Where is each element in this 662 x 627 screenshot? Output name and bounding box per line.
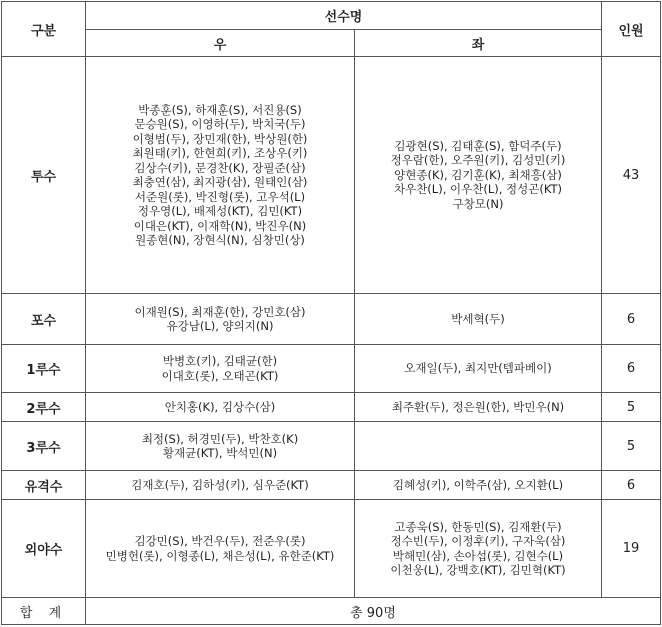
left-handed-players: 김혜성(키), 이학주(삼), 오지환(L) [355, 471, 602, 500]
total-row [2, 598, 661, 625]
table-row [2, 422, 661, 471]
roster-table [1, 1, 661, 625]
right-handed-players: 김재호(두), 김하성(키), 심우준(KT) [86, 471, 355, 500]
table-row [2, 500, 661, 598]
position-label: 유격수 [2, 471, 86, 500]
header-count: 인원 [602, 2, 661, 57]
header-category: 구분 [2, 2, 86, 57]
total-label: 합 계 [2, 598, 86, 625]
left-handed-players: 오재일(두), 최지만(템파베이) [355, 345, 602, 393]
player-count: 5 [602, 393, 661, 422]
left-handed-players [355, 422, 602, 471]
right-handed-players: 박종훈(S), 하재훈(S), 서진용(S) 문승원(S), 이영하(두), 박치국(두) 이형범(두), 장민재(한), 박상원(한) 최원태(키), 한현희(키), 조상우(키) 김상수(키), 문경찬(K), 장필준(삼) 최충연(삼), 최지광(삼), 원태인(삼) 서준원(롯), 박진형(롯), 고우석(L) 정우영(L), 배제성(KT), 김민(KT) 이대은(KT), 이재학(N), 박진우(N) 원종현(N), 장현식(N), 심창민(상) [86, 57, 355, 294]
left-handed-players: 김광현(S), 김태훈(S), 함덕주(두) 정우람(한), 오주원(키), 김성민(키) 양현종(K), 김기훈(K), 최채흥(삼) 차우찬(L), 이우찬(L), 정성곤(KT) 구창모(N) [355, 57, 602, 294]
player-count: 6 [602, 345, 661, 393]
right-handed-players: 안치홍(K), 김상수(삼) [86, 393, 355, 422]
player-count: 43 [602, 57, 661, 294]
table-row [2, 345, 661, 393]
right-handed-players: 김강민(S), 박건우(두), 전준우(롯) 민병헌(롯), 이형종(L), 채은성(L), 유한준(KT) [86, 500, 355, 598]
table-row [2, 471, 661, 500]
header-players: 선수명 [86, 2, 602, 30]
position-label: 3루수 [2, 422, 86, 471]
player-count: 19 [602, 500, 661, 598]
position-label: 투수 [2, 57, 86, 294]
left-handed-players: 박세혁(두) [355, 294, 602, 345]
position-label: 1루수 [2, 345, 86, 393]
right-handed-players: 박병호(키), 김태균(한) 이대호(롯), 오태곤(KT) [86, 345, 355, 393]
player-count: 5 [602, 422, 661, 471]
total-value: 총 90명 [86, 598, 661, 625]
right-handed-players: 최정(S), 허경민(두), 박찬호(K) 황재균(KT), 박석민(N) [86, 422, 355, 471]
position-label: 포수 [2, 294, 86, 345]
left-handed-players: 최주환(두), 정은원(한), 박민우(N) [355, 393, 602, 422]
table-row [2, 393, 661, 422]
position-label: 2루수 [2, 393, 86, 422]
header-left-handed: 좌 [355, 30, 602, 57]
player-count: 6 [602, 471, 661, 500]
position-label: 외야수 [2, 500, 86, 598]
header-right-handed: 우 [86, 30, 355, 57]
right-handed-players: 이재원(S), 최재훈(한), 강민호(삼) 유강남(L), 양의지(N) [86, 294, 355, 345]
table-row [2, 294, 661, 345]
table-row [2, 57, 661, 294]
player-count: 6 [602, 294, 661, 345]
left-handed-players: 고종욱(S), 한동민(S), 김재환(두) 정수빈(두), 이정후(키), 구자욱(삼) 박해민(삼), 손아섭(롯), 김현수(L) 이천웅(L), 강백호(KT), 김민혁(KT) [355, 500, 602, 598]
